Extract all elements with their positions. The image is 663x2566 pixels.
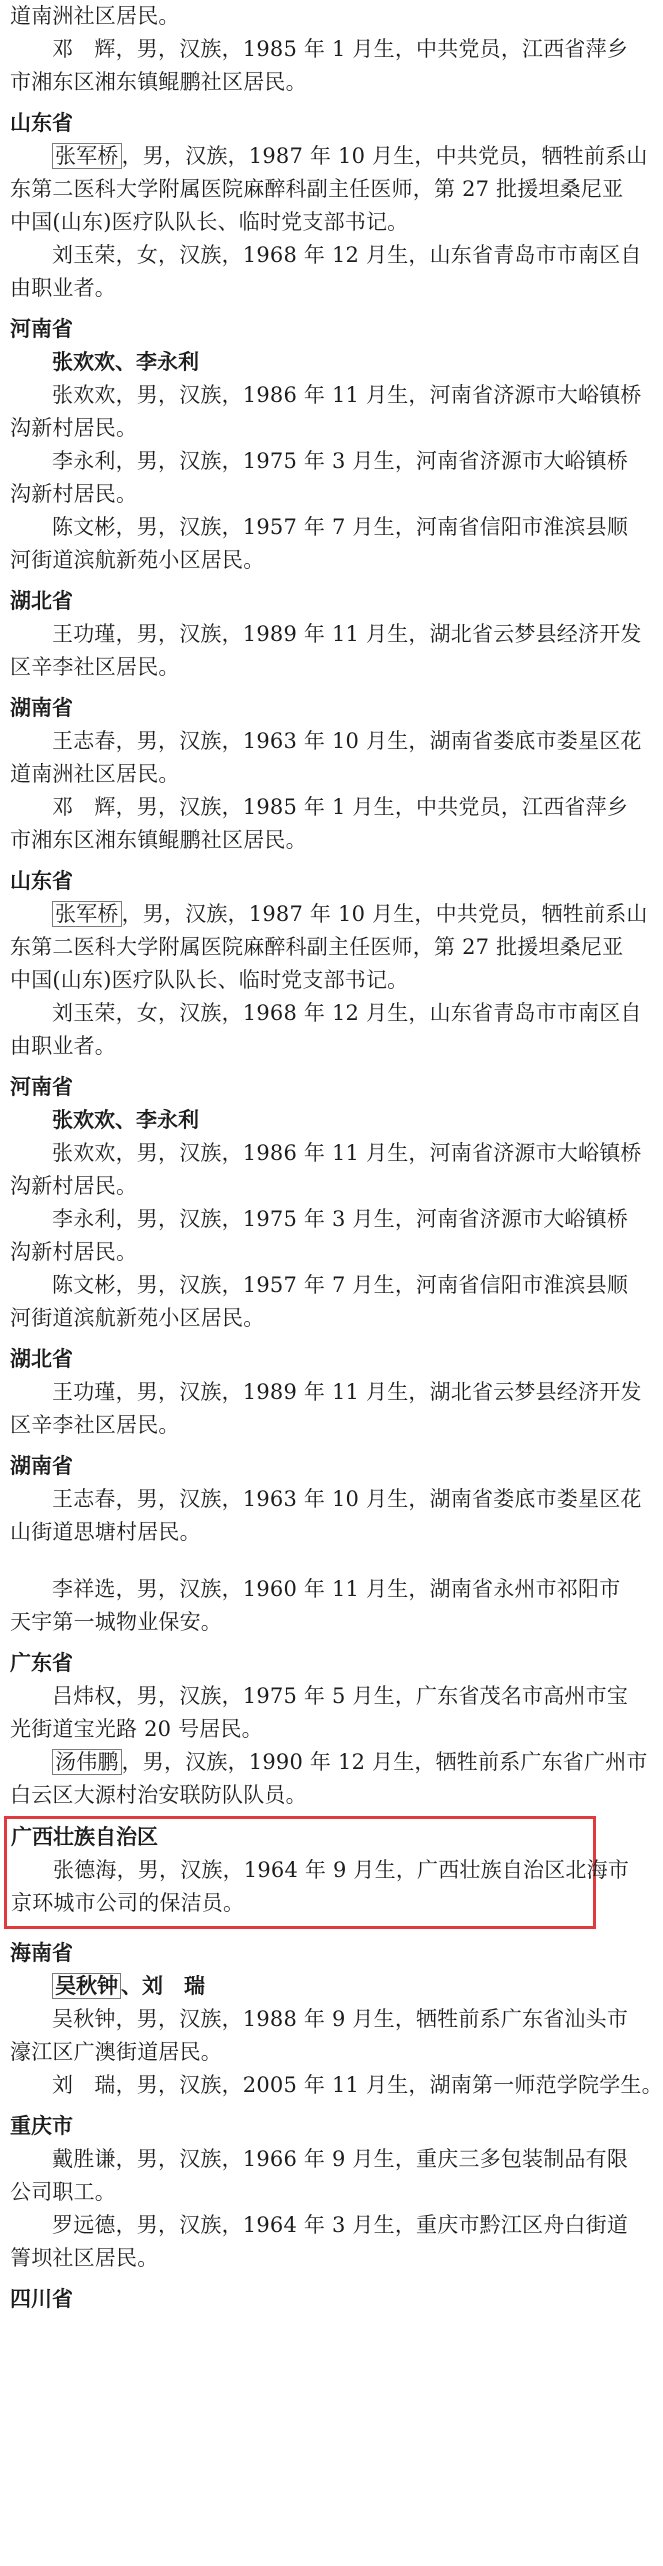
names-line: 张欢欢、李永利 (52, 1108, 199, 1132)
text-line: 李祥选，男，汉族，1960 年 11 月生，湖南省永州市祁阳市 (52, 1577, 621, 1601)
text-line: 中国(山东)医疗队队长、临时党支部书记。 (10, 968, 409, 992)
text-line: 箐坝社区居民。 (10, 2246, 159, 2270)
text-line: 戴胜谦，男，汉族，1966 年 9 月生，重庆三多包装制品有限 (52, 2147, 629, 2171)
text-line: 道南洲社区居民。 (10, 762, 180, 786)
province-heading: 湖南省 (10, 696, 73, 720)
text-line: 光街道宝光路 20 号居民。 (10, 1717, 263, 1741)
province-heading: 湖南省 (10, 1454, 73, 1478)
text-line: 沟新村居民。 (10, 1174, 138, 1198)
text-line: 刘玉荣，女，汉族，1968 年 12 月生，山东省青岛市市南区自 (52, 1001, 642, 1025)
province-heading: 河南省 (10, 1075, 73, 1099)
text-line: 刘玉荣，女，汉族，1968 年 12 月生，山东省青岛市市南区自 (52, 243, 642, 267)
text-line: 罗远德，男，汉族，1964 年 3 月生，重庆市黔江区舟白街道 (52, 2213, 629, 2237)
text-line: 中国(山东)医疗队队长、临时党支部书记。 (10, 210, 409, 234)
text-line: 由职业者。 (10, 276, 116, 300)
text-line: 道南洲社区居民。 (10, 4, 180, 28)
text-line: 王志春，男，汉族，1963 年 10 月生，湖南省娄底市娄星区花 (52, 1487, 642, 1511)
text-line: 区辛李社区居民。 (10, 1413, 180, 1437)
text-line: 市湘东区湘东镇鲲鹏社区居民。 (10, 828, 307, 852)
text-line: 邓 辉，男，汉族，1985 年 1 月生，中共党员，江西省萍乡 (52, 795, 629, 819)
highlight-box (4, 1816, 630, 1929)
names-line: 吴秋钟 、刘 瑞 (10, 1970, 590, 2003)
text-line: 河街道滨航新苑小区居民。 (10, 548, 265, 572)
province-heading: 山东省 (10, 111, 73, 135)
province-heading: 山东省 (10, 869, 73, 893)
province-heading: 重庆市 (10, 2114, 73, 2138)
text-line: 陈文彬，男，汉族，1957 年 7 月生，河南省信阳市淮滨县顺 (52, 515, 629, 539)
province-heading: 湖北省 (10, 1347, 73, 1371)
text-line: 邓 辉，男，汉族，1985 年 1 月生，中共党员，江西省萍乡 (52, 37, 629, 61)
spacer (10, 1549, 590, 1573)
person-name-box: 张军桥 (52, 901, 122, 927)
names-line: 张欢欢、李永利 (52, 350, 199, 374)
text-line: 东第二医科大学附属医院麻醉科副主任医师，第 27 批援坦桑尼亚 (10, 177, 624, 201)
province-heading: 海南省 (10, 1941, 73, 1965)
text-line: 陈文彬，男，汉族，1957 年 7 月生，河南省信阳市淮滨县顺 (52, 1273, 629, 1297)
text-line: 王功瑾，男，汉族，1989 年 11 月生，湖北省云梦县经济开发 (52, 622, 642, 646)
text-line: 区辛李社区居民。 (10, 655, 180, 679)
text-line: 沟新村居民。 (10, 482, 138, 506)
province-heading: 四川省 (10, 2287, 73, 2311)
text-line: 王功瑾，男，汉族，1989 年 11 月生，湖北省云梦县经济开发 (52, 1380, 642, 1404)
text-line: 李永利，男，汉族，1975 年 3 月生，河南省济源市大峪镇桥 (52, 449, 629, 473)
province-heading: 湖北省 (10, 589, 73, 613)
text-line: 天宇第一城物业保安。 (10, 1610, 222, 1634)
text-line: 李永利，男，汉族，1975 年 3 月生，河南省济源市大峪镇桥 (52, 1207, 629, 1231)
text-line: 京环城市公司的保洁员。 (11, 1891, 245, 1915)
text-line: 汤伟鹏 ，男，汉族，1990 年 12 月生，牺牲前系广东省广州市 (10, 1746, 590, 1779)
text-line: 山街道思塘村居民。 (10, 1520, 201, 1544)
text-line: 张军桥 ，男，汉族，1987 年 10 月生，中共党员，牺牲前系山 (10, 898, 590, 931)
text-line: 白云区大源村治安联防队队员。 (10, 1783, 307, 1807)
text-line: 由职业者。 (10, 1034, 116, 1058)
text-line: 市湘东区湘东镇鲲鹏社区居民。 (10, 70, 307, 94)
text-line: 吴秋钟，男，汉族，1988 年 9 月生，牺牲前系广东省汕头市 (52, 2007, 629, 2031)
text-line: 公司职工。 (10, 2180, 116, 2204)
text-line: 张欢欢，男，汉族，1986 年 11 月生，河南省济源市大峪镇桥 (52, 1141, 642, 1165)
text-line: 河街道滨航新苑小区居民。 (10, 1306, 265, 1330)
text-line: 濠江区广澳街道居民。 (10, 2040, 222, 2064)
text-line: 东第二医科大学附属医院麻醉科副主任医师，第 27 批援坦桑尼亚 (10, 935, 624, 959)
text-line: 张德海，男，汉族，1964 年 9 月生，广西壮族自治区北海市 (53, 1858, 630, 1882)
text-line: 张欢欢，男，汉族，1986 年 11 月生，河南省济源市大峪镇桥 (52, 383, 642, 407)
text-line: 沟新村居民。 (10, 1240, 138, 1264)
province-heading: 河南省 (10, 317, 73, 341)
province-heading: 广西壮族自治区 (11, 1825, 158, 1849)
text-line: 王志春，男，汉族，1963 年 10 月生，湖南省娄底市娄星区花 (52, 729, 642, 753)
person-name-box: 吴秋钟 (52, 1973, 121, 1999)
text-line: 刘 瑞，男，汉族，2005 年 11 月生，湖南第一师范学院学生。 (52, 2073, 663, 2097)
text-line: 沟新村居民。 (10, 416, 138, 440)
person-name-box: 汤伟鹏 (52, 1749, 122, 1775)
person-name-box: 张军桥 (52, 143, 122, 169)
text-line: 吕炜权，男，汉族，1975 年 5 月生，广东省茂名市高州市宝 (52, 1684, 629, 1708)
text-line: 张军桥 ，男，汉族，1987 年 10 月生，中共党员，牺牲前系山 (10, 140, 590, 173)
province-heading: 广东省 (10, 1651, 73, 1675)
